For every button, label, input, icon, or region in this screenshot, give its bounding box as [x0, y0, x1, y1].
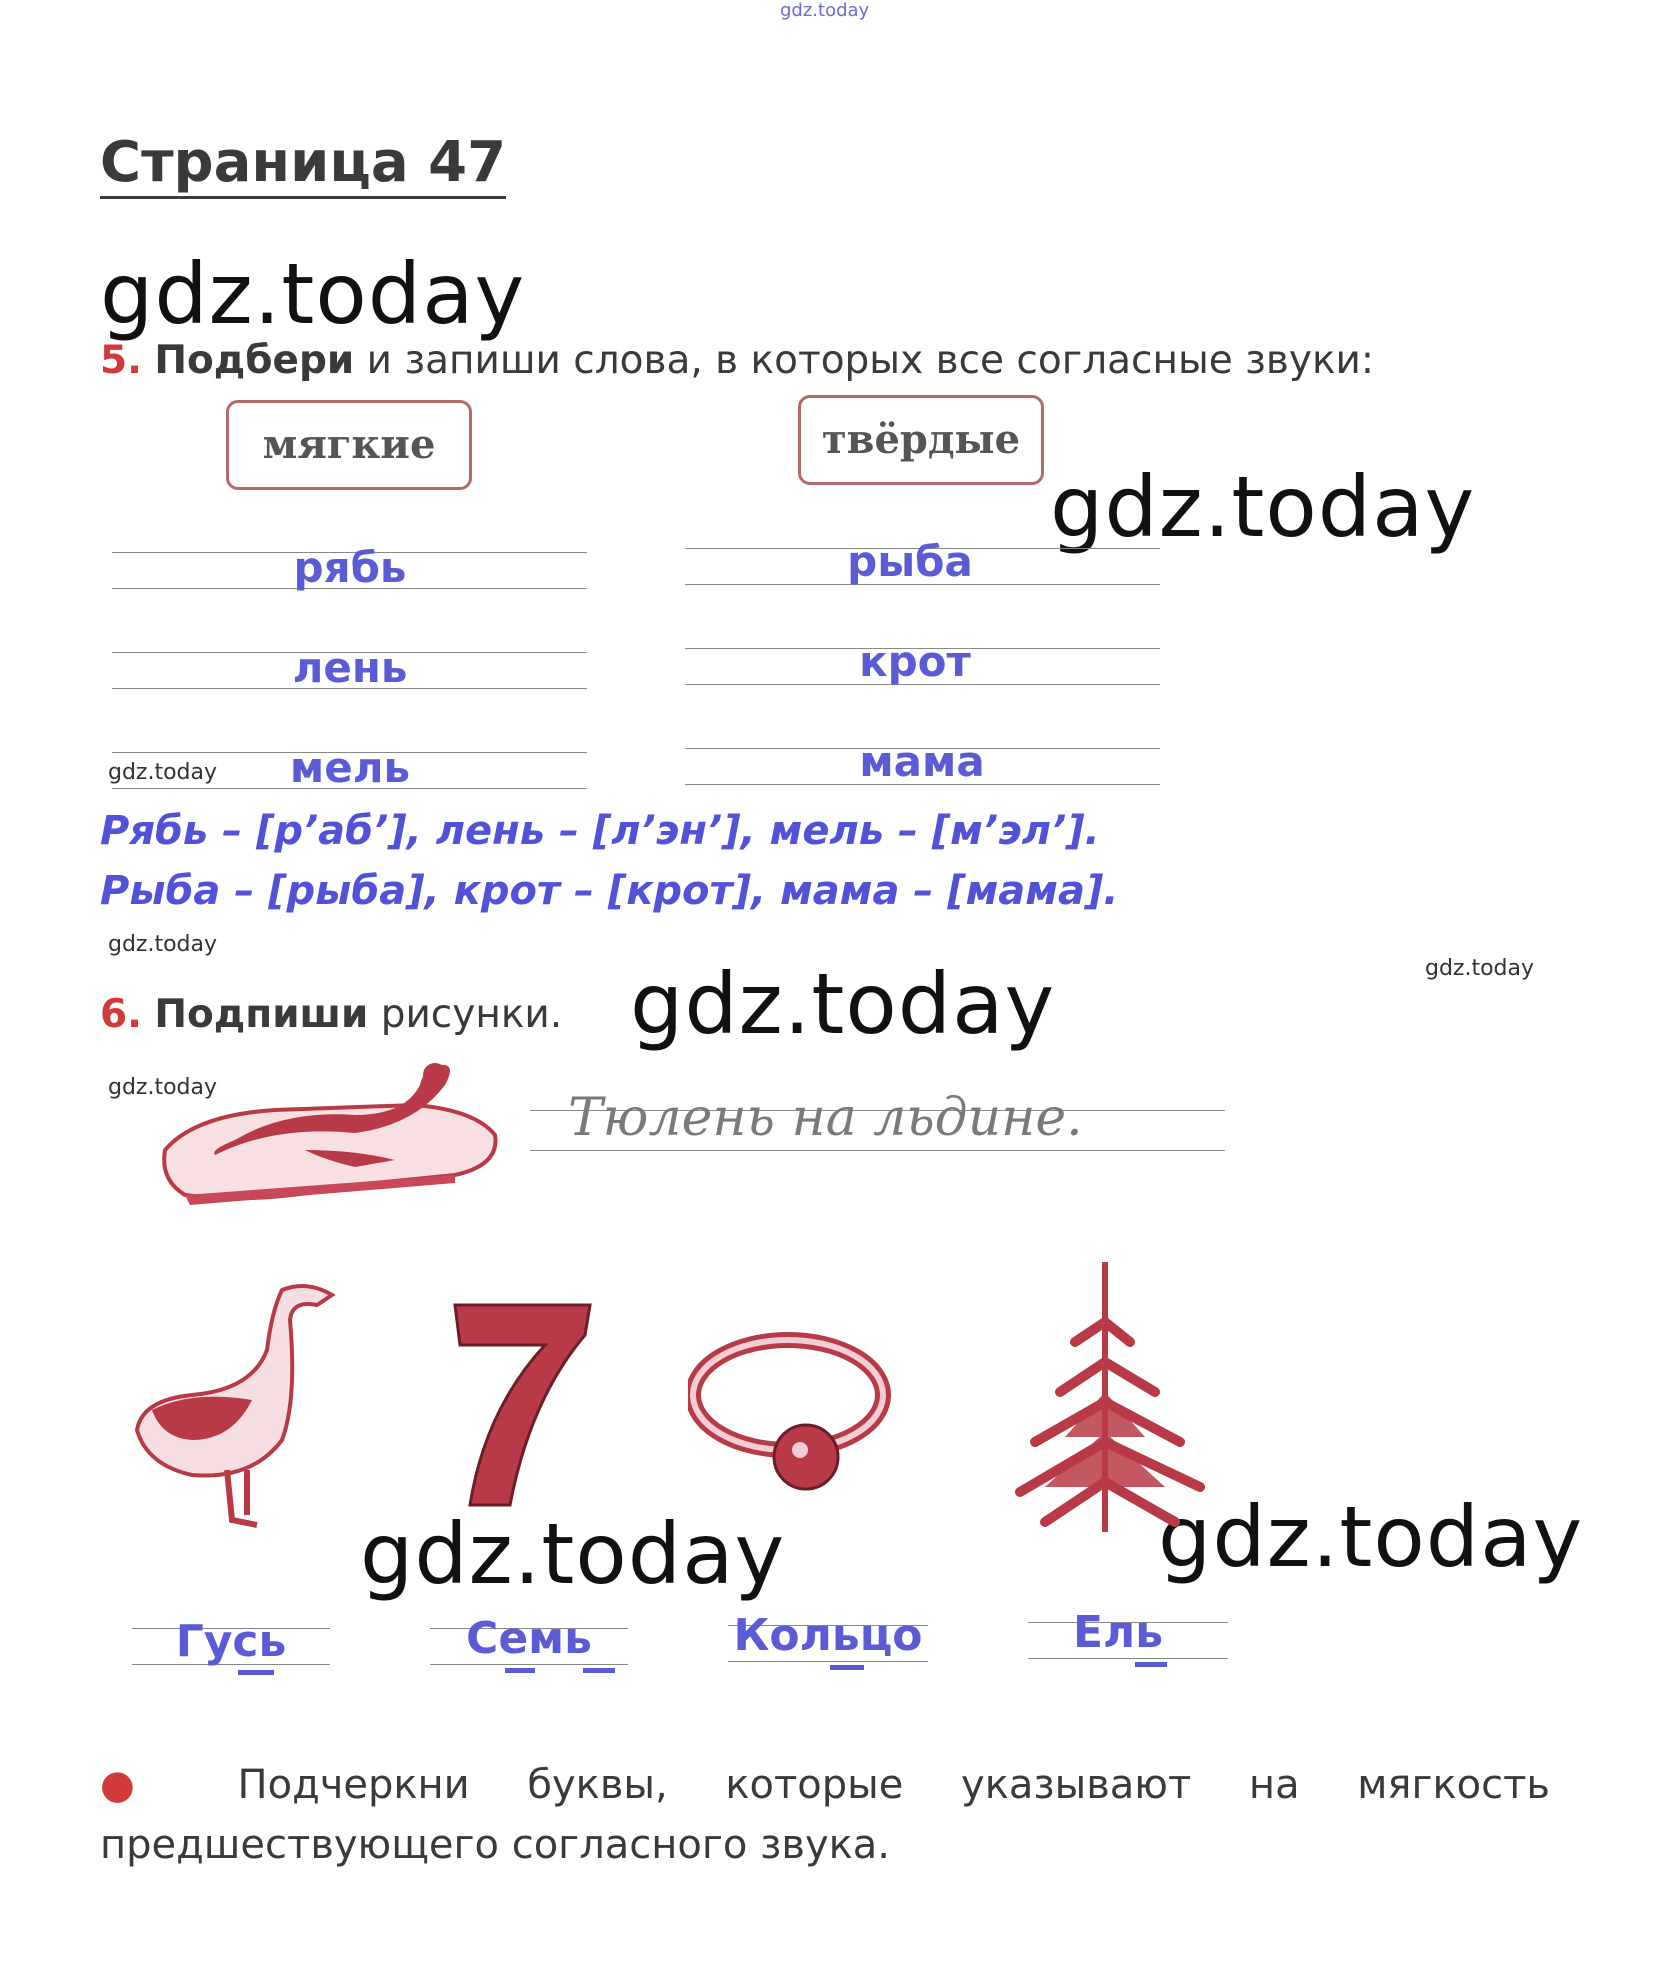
- watermark-large: gdz.today: [360, 1505, 786, 1603]
- soft-header-box: мягкие: [226, 400, 472, 490]
- soft-word: мель: [289, 743, 411, 792]
- task-verb: Подпиши: [154, 992, 369, 1037]
- fir-tree-illustration: [1005, 1262, 1215, 1542]
- handwritten-answer: Тюлень на льдине.: [568, 1088, 1083, 1148]
- hard-word: рыба: [847, 537, 973, 586]
- watermark-small: gdz.today: [1425, 956, 1535, 981]
- ring-illustration: [688, 1325, 903, 1505]
- letter-underline: [1135, 1662, 1167, 1667]
- task-number: 6.: [100, 992, 142, 1037]
- watermark-large: gdz.today: [1158, 1488, 1584, 1586]
- number-seven-illustration: [440, 1300, 600, 1510]
- bullet-text: Подчеркни буквы, которые указывают на мягкость предшествующего согласного звука.: [100, 1762, 1551, 1868]
- letter-underline: [830, 1665, 864, 1670]
- hard-header-box: твёрдые: [798, 395, 1044, 485]
- watermark-small: gdz.today: [108, 1075, 218, 1100]
- task-text: рисунки.: [368, 992, 563, 1037]
- watermark-small: gdz.today: [108, 760, 218, 785]
- picture-label-ring: Кольцо: [733, 1610, 923, 1661]
- page-title: Страница 47: [100, 132, 506, 199]
- task-verb: Подбери: [154, 338, 355, 383]
- bullet-dot: ●: [100, 1762, 180, 1808]
- seal-on-ice-illustration: [155, 1055, 505, 1215]
- answer-line: Рыба – [рыба], крот – [крот], мама – [мама].: [100, 868, 1119, 914]
- goose-illustration: [132, 1280, 357, 1530]
- soft-word: лень: [292, 643, 408, 692]
- letter-underline: [505, 1668, 535, 1673]
- hard-word: крот: [859, 637, 971, 686]
- task-6-instruction: [100, 992, 562, 1037]
- watermark-small: gdz.today: [108, 932, 218, 957]
- answer-line: Рябь – [р’аб’], лень – [л’эн’], мель – [м’эл’].: [100, 808, 1100, 854]
- letter-underline: [583, 1668, 615, 1673]
- bullet-instruction: [100, 1755, 1550, 1875]
- watermark-top: gdz.today: [780, 0, 870, 21]
- soft-word: рябь: [293, 543, 407, 592]
- task-5-instruction: [100, 338, 1374, 383]
- watermark-large: gdz.today: [1050, 458, 1476, 556]
- picture-label-seven: Семь: [466, 1613, 592, 1664]
- task-text: и запиши слова, в которых все согласные звуки:: [354, 338, 1374, 383]
- watermark-large: gdz.today: [630, 955, 1056, 1053]
- picture-label-goose: Гусь: [175, 1616, 287, 1667]
- hard-word: мама: [859, 737, 985, 786]
- letter-underline: [238, 1670, 274, 1675]
- task-number: 5.: [100, 338, 142, 383]
- picture-label-fir: Ель: [1072, 1607, 1164, 1658]
- watermark-large: gdz.today: [100, 245, 526, 343]
